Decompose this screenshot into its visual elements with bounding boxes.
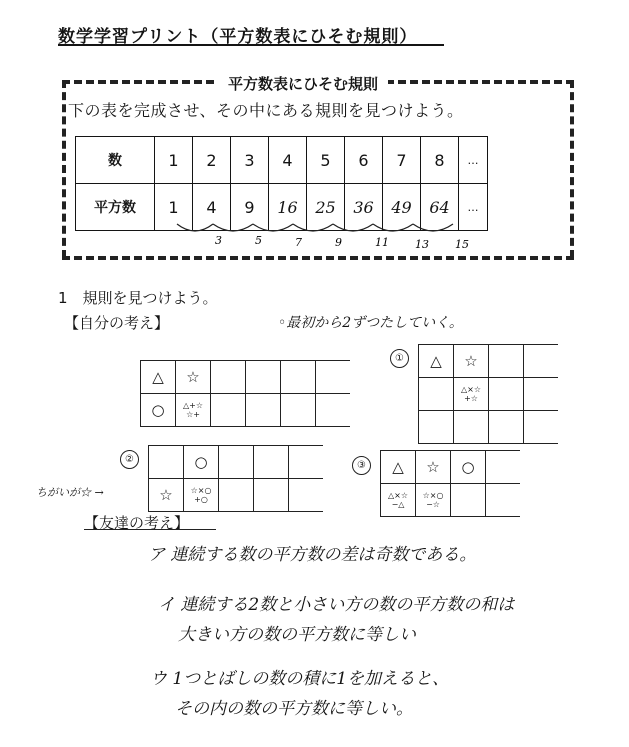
number-cell: 2 bbox=[193, 137, 231, 184]
own-idea-label: 【自分の考え】 bbox=[64, 314, 170, 332]
grid-cell bbox=[381, 484, 416, 517]
grid-number-badge: ② bbox=[120, 450, 139, 469]
friend-idea-b-line2: 大きい方の数の平方数に等しい bbox=[178, 625, 416, 645]
grid-cell bbox=[454, 411, 489, 444]
grid-cell bbox=[289, 446, 324, 479]
square-cell-handwritten: 64 bbox=[421, 184, 459, 231]
grid-cell: ○ bbox=[184, 446, 219, 479]
difference-label: 15 bbox=[455, 238, 469, 251]
friend-idea-c-line2: その内の数の平方数に等しい。 bbox=[175, 699, 413, 719]
grid-cell bbox=[246, 394, 281, 427]
question-1-heading: 1 規則を見つけよう。 bbox=[58, 289, 218, 307]
grid-cell bbox=[451, 484, 486, 517]
difference-arc bbox=[413, 224, 453, 231]
square-cell: 4 bbox=[193, 184, 231, 231]
grid-cell: △ bbox=[141, 361, 176, 394]
difference-arc bbox=[213, 224, 253, 231]
pattern-grid-2 bbox=[148, 445, 323, 512]
grid-formula: −☆ bbox=[426, 500, 440, 509]
grid-cell bbox=[149, 446, 184, 479]
grid-cell: ○ bbox=[451, 451, 486, 484]
grid-cell: △ bbox=[381, 451, 416, 484]
grid-cell bbox=[524, 411, 559, 444]
difference-arc bbox=[177, 224, 213, 231]
grid-cell: ☆ bbox=[176, 361, 211, 394]
grid-cell bbox=[454, 378, 489, 411]
grid-cell bbox=[489, 345, 524, 378]
grid-cell bbox=[316, 361, 351, 394]
pattern-grid-3 bbox=[380, 450, 520, 517]
grid-cell bbox=[254, 479, 289, 512]
square-cell-handwritten: 16 bbox=[269, 184, 307, 231]
rule-box-bottom-border bbox=[62, 256, 574, 260]
number-cell: 4 bbox=[269, 137, 307, 184]
grid-cell bbox=[281, 361, 316, 394]
pattern-grid-1 bbox=[418, 344, 558, 444]
number-cell: 5 bbox=[307, 137, 345, 184]
friend-idea-c-line1: ウ 1つとばしの数の積に1を加えると、 bbox=[150, 669, 450, 689]
title-underline bbox=[58, 44, 444, 46]
grid-formula: +○ bbox=[194, 495, 208, 504]
grid-cell bbox=[419, 378, 454, 411]
difference-label: 7 bbox=[295, 236, 302, 249]
friend-idea-b-line1: イ 連続する2数と小さい方の数の平方数の和は bbox=[158, 595, 515, 615]
grid-cell bbox=[486, 451, 521, 484]
grid-formula: −△ bbox=[391, 500, 405, 509]
grid-cell bbox=[489, 411, 524, 444]
number-row-label: 数 bbox=[76, 137, 155, 184]
grid-cell bbox=[281, 394, 316, 427]
number-cell: 7 bbox=[383, 137, 421, 184]
square-row-label: 平方数 bbox=[76, 184, 155, 231]
grid-number-badge: ① bbox=[390, 349, 409, 368]
rule-box-caption: 平方数表にひそむ規則 bbox=[218, 73, 388, 94]
margin-note bbox=[36, 484, 104, 500]
grid-cell bbox=[416, 484, 451, 517]
difference-label: 13 bbox=[415, 238, 429, 251]
friends-label-underline bbox=[84, 529, 216, 530]
grid-cell: ☆ bbox=[416, 451, 451, 484]
grid-cell bbox=[254, 446, 289, 479]
difference-arc bbox=[333, 224, 373, 231]
ellipsis-cell: … bbox=[459, 137, 488, 184]
ellipsis-cell: … bbox=[459, 184, 488, 231]
grid-cell bbox=[219, 479, 254, 512]
instruction-text: 下の表を完成させ、その中にある規則を見つけよう。 bbox=[68, 101, 464, 120]
difference-label: 5 bbox=[255, 234, 262, 247]
number-row bbox=[76, 137, 488, 184]
difference-arc bbox=[373, 224, 413, 231]
margin-note-text: ちがいが☆ bbox=[36, 486, 91, 499]
grid-formula: △×☆ bbox=[387, 491, 409, 500]
pattern-grid bbox=[140, 360, 350, 427]
grid-cell: ○ bbox=[141, 394, 176, 427]
square-cell: 1 bbox=[155, 184, 193, 231]
grid-cell: ☆ bbox=[149, 479, 184, 512]
own-idea-note: ◦最初から2ずつたしていく。 bbox=[278, 315, 463, 331]
grid-cell bbox=[289, 479, 324, 512]
number-cell: 6 bbox=[345, 137, 383, 184]
grid-cell bbox=[211, 361, 246, 394]
square-cell-handwritten: 36 bbox=[345, 184, 383, 231]
number-cell: 3 bbox=[231, 137, 269, 184]
arrow-right-icon: → bbox=[94, 486, 104, 499]
number-cell: 1 bbox=[155, 137, 193, 184]
square-cell-handwritten: 49 bbox=[383, 184, 421, 231]
grid-number-badge: ③ bbox=[352, 456, 371, 475]
grid-cell bbox=[524, 345, 559, 378]
grid-cell: △ bbox=[419, 345, 454, 378]
number-cell: 8 bbox=[421, 137, 459, 184]
difference-label: 11 bbox=[375, 236, 389, 249]
grid-cell bbox=[219, 446, 254, 479]
grid-formula: ☆×○ bbox=[190, 486, 212, 495]
square-number-table bbox=[75, 136, 488, 231]
grid-formula: +☆ bbox=[464, 394, 478, 403]
difference-arcs bbox=[175, 222, 535, 252]
friend-idea-a: ア 連続する数の平方数の差は奇数である。 bbox=[148, 545, 477, 565]
grid-cell bbox=[246, 361, 281, 394]
difference-arc bbox=[293, 224, 333, 231]
grid-formula: △+☆ bbox=[182, 401, 204, 410]
difference-label: 9 bbox=[335, 236, 342, 249]
grid-formula: △×☆ bbox=[460, 385, 482, 394]
grid-cell bbox=[524, 378, 559, 411]
difference-arc bbox=[253, 224, 293, 231]
page-title: 数学学習プリント（平方数表にひそむ規則） bbox=[58, 27, 418, 47]
friends-idea-label: 【友達の考え】 bbox=[84, 514, 190, 532]
grid-cell bbox=[489, 378, 524, 411]
square-cell-handwritten: 25 bbox=[307, 184, 345, 231]
grid-formula: ☆+ bbox=[186, 410, 200, 419]
grid-cell bbox=[486, 484, 521, 517]
grid-cell: ☆ bbox=[454, 345, 489, 378]
grid-cell bbox=[176, 394, 211, 427]
grid-formula: ☆×○ bbox=[422, 491, 444, 500]
difference-label: 3 bbox=[215, 234, 222, 247]
grid-cell bbox=[211, 394, 246, 427]
grid-cell bbox=[419, 411, 454, 444]
grid-cell bbox=[316, 394, 351, 427]
square-cell: 9 bbox=[231, 184, 269, 231]
grid-cell bbox=[184, 479, 219, 512]
